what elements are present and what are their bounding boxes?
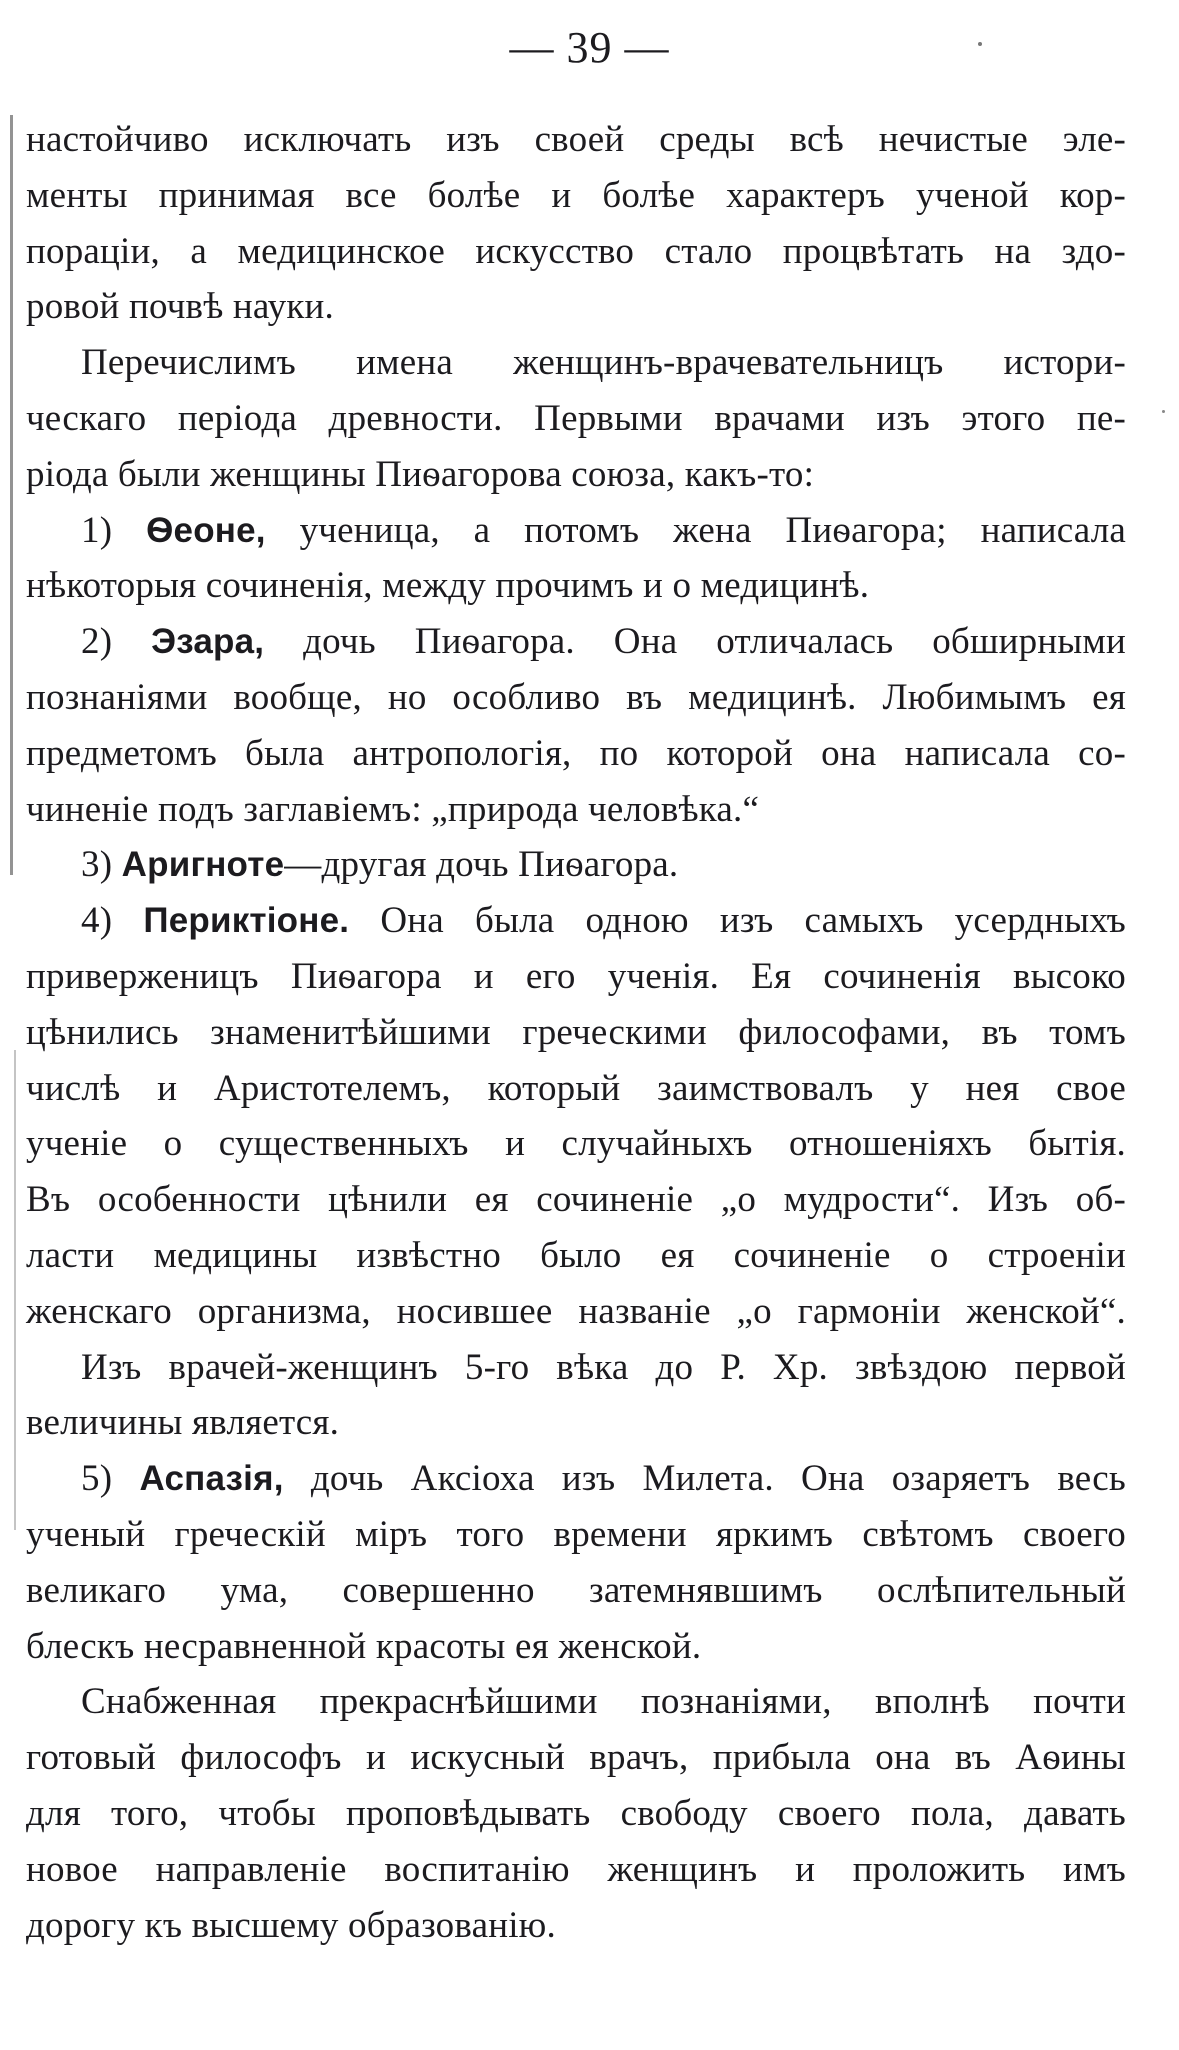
text-line: [26, 1619, 1126, 1675]
text-line: [26, 1395, 1126, 1451]
text-line: [26, 1284, 1126, 1340]
text-run: 3): [81, 844, 122, 886]
text-line: [26, 335, 1126, 391]
text-line: [26, 1116, 1126, 1172]
text-line: [26, 1005, 1126, 1061]
text-run: пораціи, а медицинское искусство стало процвѣтать на здо-: [26, 230, 1126, 272]
binding-edge-mark: [14, 1050, 16, 1530]
text-line: [26, 224, 1126, 280]
text-line: [26, 949, 1126, 1005]
text-line: [26, 447, 1126, 503]
entry-name: Аспазія,: [139, 1459, 284, 1499]
text-run: числѣ и Аристотелемъ, который заимствовалъ у нея свое: [26, 1067, 1126, 1109]
text-run: для того, чтобы проповѣдывать свободу своего пола, давать: [26, 1792, 1126, 1834]
text-line: [26, 279, 1126, 335]
text-line: [26, 782, 1126, 838]
text-run: настойчиво исключать изъ своей среды всѣ нечистые эле-: [26, 119, 1126, 160]
text-run: ученый греческій міръ того времени яркимъ свѣтомъ своего: [26, 1513, 1126, 1555]
text-run: цѣнились знаменитѣйшими греческими философами, въ томъ: [26, 1011, 1126, 1053]
text-run: блескъ несравненной красоты ея женской.: [26, 1625, 702, 1667]
text-run: Она была одною изъ самыхъ усердныхъ: [349, 900, 1126, 942]
text-run: ческаго періода древности. Первыми врачами изъ этого пе-: [26, 397, 1126, 439]
text-line: [26, 1563, 1126, 1619]
text-run: Изъ врачей-женщинъ 5-го вѣка до Р. Хр. звѣздою первой: [81, 1346, 1126, 1388]
text-run: ласти медицины извѣстно было ея сочиненіе о строеніи: [26, 1234, 1126, 1276]
text-run: 5): [81, 1458, 140, 1500]
text-run: —другая дочь Пиѳагора.: [284, 844, 679, 886]
text-run: ученіе о существенныхъ и случайныхъ отношеніяхъ бытія.: [26, 1123, 1126, 1165]
body-text: [26, 112, 1126, 1953]
text-line: [26, 1674, 1126, 1730]
entry-name: Ѳеоне,: [146, 510, 266, 550]
text-line: [26, 837, 1126, 893]
text-line: [26, 1730, 1126, 1786]
text-run: менты принимая все болѣе и болѣе характеръ ученой кор-: [26, 174, 1126, 216]
text-run: Перечислимъ имена женщинъ-врачевательницъ истори-: [81, 342, 1126, 384]
page-number: — 39 —: [509, 23, 670, 72]
print-speck: [1162, 410, 1165, 413]
text-run: ріода были женщины Пиѳагорова союза, какъ-то:: [26, 453, 815, 495]
text-line: [26, 1898, 1126, 1954]
text-line: [26, 726, 1126, 782]
entry-name: Эзара,: [151, 622, 265, 662]
text-run: познаніями вообще, но особливо въ медицинѣ. Любимымъ ея: [26, 676, 1126, 718]
entry-name: Аригноте: [121, 845, 285, 885]
text-run: чиненіе подъ заглавіемъ: „природа человѣка.“: [26, 788, 760, 830]
text-line: [26, 112, 1126, 168]
text-line: [26, 1340, 1126, 1396]
text-line: [26, 614, 1126, 670]
text-line: [26, 893, 1126, 949]
text-run: дочь Аксіоха изъ Милета. Она озаряетъ весь: [283, 1458, 1127, 1500]
text-run: великаго ума, совершенно затемнявшимъ ослѣпительный: [26, 1569, 1126, 1611]
text-line: [26, 168, 1126, 224]
text-run: величины является.: [26, 1402, 340, 1444]
text-run: готовый философъ и искусный врачъ, прибыла она въ Аѳины: [26, 1737, 1126, 1779]
text-run: женскаго организма, носившее названіе „о гармоніи женской“.: [26, 1290, 1126, 1332]
text-run: 2): [81, 621, 152, 663]
text-line: [26, 1842, 1126, 1898]
text-run: приверженицъ Пиѳагора и его ученія. Ея сочиненія высоко: [26, 955, 1126, 997]
binding-edge-mark: [10, 115, 13, 875]
text-line: [26, 1172, 1126, 1228]
text-run: Въ особенности цѣнили ея сочиненіе „о мудрости“. Изъ об-: [26, 1179, 1126, 1221]
text-line: [26, 670, 1126, 726]
text-line: [26, 1061, 1126, 1117]
text-run: предметомъ была антропологія, по которой она написала со-: [26, 732, 1126, 774]
text-run: ровой почвѣ науки.: [26, 286, 335, 328]
text-line: [26, 391, 1126, 447]
text-run: новое направленіе воспитанію женщинъ и проложить имъ: [26, 1848, 1126, 1890]
text-run: 4): [81, 900, 144, 942]
text-line: [26, 1228, 1126, 1284]
text-run: нѣкоторыя сочиненія, между прочимъ и о медицинѣ.: [26, 565, 870, 607]
text-line: [26, 503, 1126, 559]
text-run: дорогу къ высшему образованію.: [26, 1904, 556, 1946]
text-line: [26, 1507, 1126, 1563]
text-run: ученица, а потомъ жена Пиѳагора; написала: [265, 509, 1127, 551]
text-run: дочь Пиѳагора. Она отличалась обширными: [264, 621, 1127, 663]
text-line: [26, 1786, 1126, 1842]
entry-name: Периктіоне.: [143, 901, 350, 941]
text-run: 1): [81, 509, 147, 551]
text-line: [26, 1451, 1126, 1507]
text-line: [26, 558, 1126, 614]
text-run: Снабженная прекраснѣйшими познаніями, вполнѣ почти: [81, 1681, 1126, 1723]
